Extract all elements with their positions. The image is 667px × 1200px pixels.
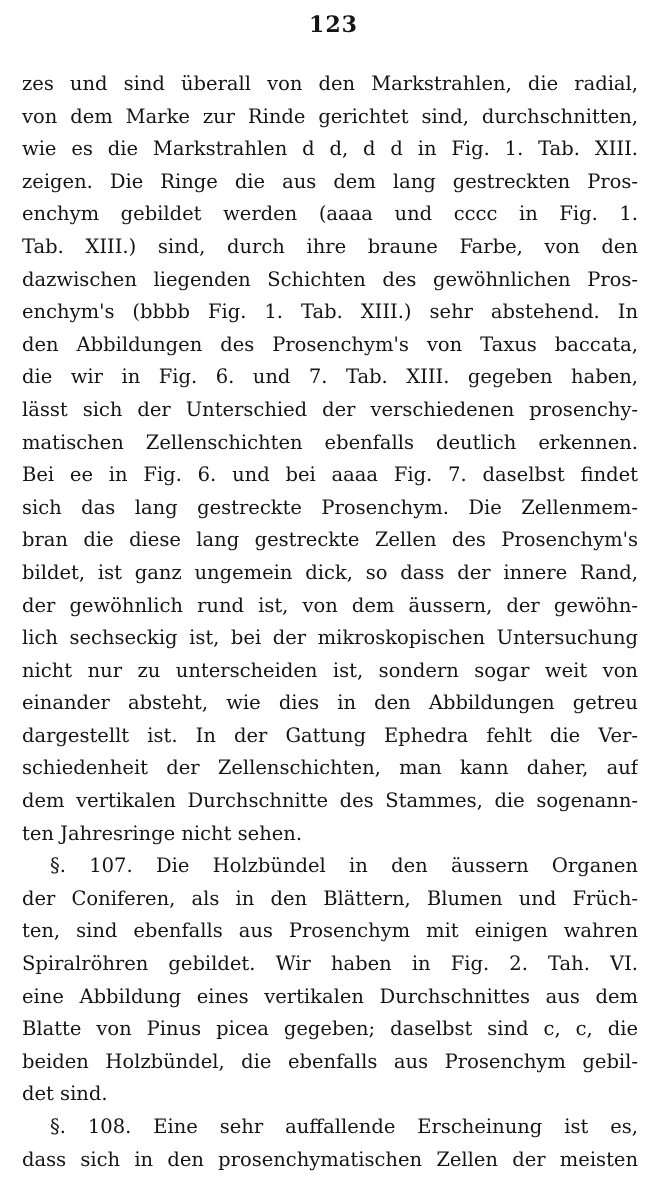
text-line: Bei ee in Fig. 6. und bei aaaa Fig. 7. daselbst findet <box>22 463 638 487</box>
text-line: bildet, ist ganz ungemein dick, so dass der innere Rand, <box>22 560 638 584</box>
text-line: beiden Holzbündel, die ebenfalls aus Prosenchym gebil- <box>22 1049 638 1073</box>
text-line: dargestellt ist. In der Gattung Ephedra fehlt die Ver- <box>22 723 638 747</box>
text-line: einander absteht, wie dies in den Abbildungen getreu <box>22 691 638 715</box>
text-line: von dem Marke zur Rinde gerichtet sind, durchschnitten, <box>22 104 638 128</box>
text-line: enchym gebildet werden (aaaa und cccc in Fig. 1. <box>22 202 638 226</box>
text-line: dazwischen liegenden Schichten des gewöhnlichen Pros- <box>22 267 638 291</box>
text-line: dem vertikalen Durchschnitte des Stammes, die sogenann- <box>22 789 638 813</box>
text-line: Spiralröhren gebildet. Wir haben in Fig. 2. Tah. VI. <box>22 952 638 976</box>
section-107-heading-line: §. 107. Die Holzbündel in den äussern Organen <box>50 854 638 878</box>
text-line: der gewöhnlich rund ist, von dem äussern, der gewöhn- <box>22 593 638 617</box>
text-line: den Abbildungen des Prosenchym's von Taxus baccata, <box>22 332 638 356</box>
text-line: bran die diese lang gestreckte Zellen des Prosenchym's <box>22 528 638 552</box>
text-line: lich sechseckig ist, bei der mikroskopischen Untersuchung <box>22 626 638 650</box>
paragraph-end-line: ten Jahresringe nicht sehen. <box>22 821 303 845</box>
body-text <box>22 68 638 1176</box>
paragraph-end-line: det sind. <box>22 1082 108 1106</box>
section-108-heading-line: §. 108. Eine sehr auffallende Erscheinung ist es, <box>50 1115 638 1138</box>
text-line: ten, sind ebenfalls aus Prosenchym mit einigen wahren <box>22 919 638 943</box>
text-line: zes und sind überall von den Markstrahlen, die radial, <box>22 72 638 95</box>
text-line: nicht nur zu unterscheiden ist, sondern sogar weit von <box>22 658 638 682</box>
text-line: die wir in Fig. 6. und 7. Tab. XIII. gegeben haben, <box>22 365 638 389</box>
text-line: zeigen. Die Ringe die aus dem lang gestreckten Pros- <box>22 169 638 193</box>
text-line: Tab. XIII.) sind, durch ihre braune Farbe, von den <box>22 234 638 258</box>
text-line: wie es die Markstrahlen d d, d d in Fig. 1. Tab. XIII. <box>22 137 638 161</box>
text-line: der Coniferen, als in den Blättern, Blumen und Früch- <box>22 886 638 910</box>
text-line: enchym's (bbbb Fig. 1. Tab. XIII.) sehr abstehend. In <box>22 300 638 324</box>
text-line: sich das lang gestreckte Prosenchym. Die Zellenmem- <box>22 495 638 519</box>
text-line: eine Abbildung eines vertikalen Durchschnittes aus dem <box>22 984 638 1008</box>
text-line: dass sich in den prosenchymatischen Zellen der meisten <box>22 1147 638 1171</box>
text-line: schiedenheit der Zellenschichten, man kann daher, auf <box>22 756 638 780</box>
text-line: Blatte von Pinus picea gegeben; daselbst sind c, c, die <box>22 1017 638 1041</box>
page-number: 123 <box>309 12 358 38</box>
text-line: lässt sich der Unterschied der verschiedenen prosenchy- <box>22 397 638 421</box>
text-line: matischen Zellenschichten ebenfalls deutlich erkennen. <box>22 430 638 454</box>
